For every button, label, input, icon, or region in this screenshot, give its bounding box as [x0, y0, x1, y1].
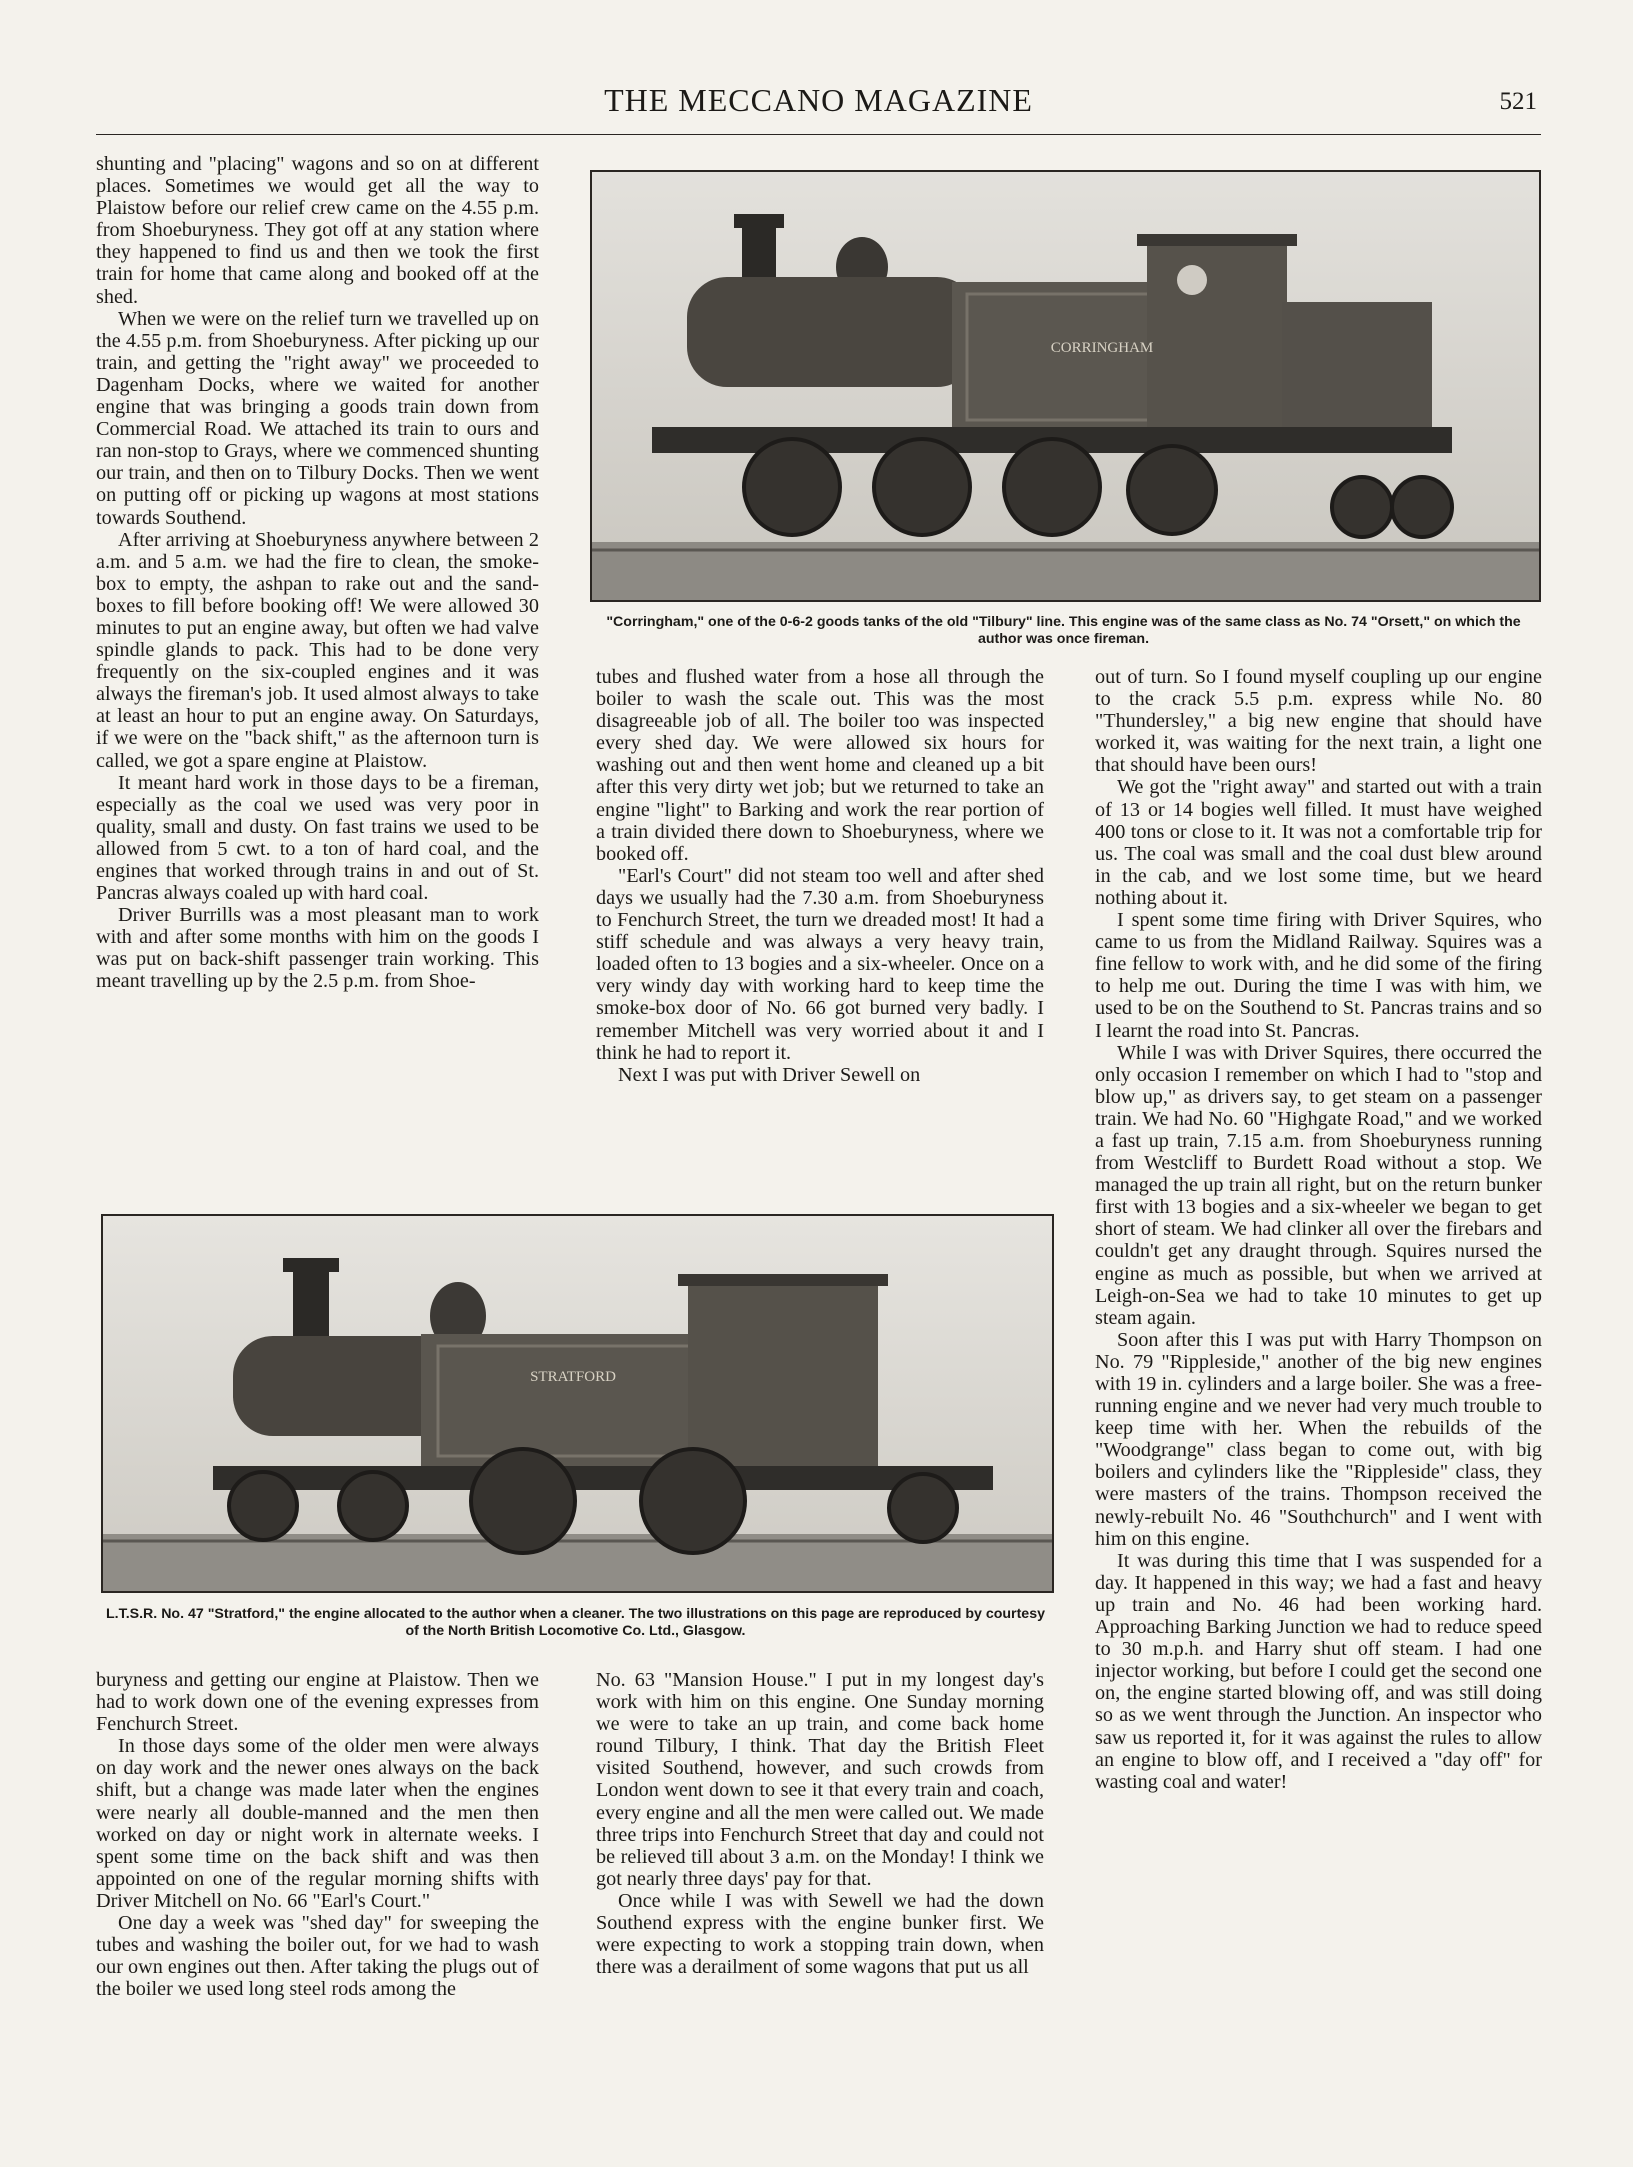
caption-corringham: "Corringham," one of the 0-6-2 goods tanks of the old "Tilbury" line. This engine was of the same class as No. 74 "Orsett," on which the author was once fireman.	[606, 614, 1521, 647]
corringham-nameplate: CORRINGHAM	[1050, 340, 1154, 356]
paragraph: When we were on the relief turn we travelled up on the 4.55 p.m. from Shoeburyness. After picking up our train, and getting the "right away" we proceeded to Dagenham Docks, where we waited for another engine that was bringing a goods train down from Commercial Road. We attached its train to ours and ran non-stop to Grays, where we commenced shunting our train, and then on to Tilbury Docks. Then we went on putting off or picking up wagons at most stations towards Southend.	[96, 307, 539, 529]
paragraph: Soon after this I was put with Harry Thompson on No. 79 "Rippleside," another of the big new engines with 19 in. cylinders and a large boiler. She was a free-running engine and we never had very much trouble to keep time with her. When the rebuilds of the "Woodgrange" class began to come out, with big boilers and cylinders like the "Rippleside" class, they were masters of the trains. Thompson received the newly-rebuilt No. 46 "Southchurch" and I went with him on this engine.	[1095, 1328, 1542, 1550]
stratford-nameplate: STRATFORD	[530, 1369, 616, 1385]
paragraph: We got the "right away" and started out with a train of 13 or 14 bogies well filled. It must have weighed 400 tons or close to it. It was not a comfortable trip for us. The coal was small and the coal dust blew around in the cab, and we lost some time, but we heard nothing about it.	[1095, 776, 1542, 909]
page-header	[96, 78, 1541, 135]
paragraph: After arriving at Shoeburyness anywhere between 2 a.m. and 5 a.m. we had the fire to clean, the smoke-box to empty, the ashpan to rake out and the sand-boxes to fill before booking off! We were allowed 30 minutes to put an engine away, but often we had valve spindle glands to pack. This had to be done very frequently on the six-coupled engines and it was always the fireman's job. It used almost always to take at least an hour to put an engine away. On Saturdays, if we were on the "back shift," as the afternoon turn is called, we got a spare engine at Plaistow.	[96, 528, 539, 772]
paragraph: While I was with Driver Squires, there occurred the only occasion I remember on which I had to "stop and blow up," as drivers say, to get steam on a passenger train. We had No. 60 "Highgate Road," and we worked a fast up train, 7.15 a.m. from Shoeburyness running from Westcliff to Burdett Road without a stop. We managed the up train all right, but on the return bunker first with 13 bogies and a six-wheeler we began to get short of steam. We had clinker all over the firebars and couldn't get any draught through. Squires nursed the engine as much as possible, but when we arrived at Leigh-on-Sea we had to take 10 minutes to get up steam again.	[1095, 1041, 1542, 1329]
paragraph: out of turn. So I found myself coupling up our engine to the crack 5.5 p.m. express while No. 80 "Thundersley," a big new engine that should have worked it, was waiting for the next train, a light one that should have been ours!	[1095, 666, 1542, 777]
stratford-illustration	[103, 1216, 1052, 1591]
magazine-title: THE MECCANO MAGAZINE	[604, 82, 1033, 118]
caption-stratford: L.T.S.R. No. 47 "Stratford," the engine allocated to the author when a cleaner. The two illustrations on this page are reproduced by courtesy of the North British Locomotive Co. Ltd., Glasgow.	[106, 1606, 1045, 1639]
column-middle-top	[596, 666, 1044, 1086]
corringham-illustration	[592, 172, 1539, 600]
column-right	[1095, 666, 1542, 1793]
page-number: 521	[1499, 88, 1537, 115]
paragraph: No. 63 "Mansion House." I put in my longest day's work with him on this engine. One Sunday morning we were to take an up train, and come back home round Tilbury, I think. That day the British Fleet visited Southend, however, and such crowds from London went down to see it that every train and coach, every engine and all the men were called out. We made three trips into Fenchurch Street that day and could not be relieved till about 3 a.m. on the Monday! I think we got nearly three days' pay for that.	[596, 1669, 1044, 1890]
paragraph: shunting and "placing" wagons and so on at different places. Sometimes we would get all the way to Plaistow before our relief crew came on the 4.55 p.m. from Shoeburyness. They got off at any station where they happened to find us and then we took the first train for home that came along and booked off at the shed.	[96, 153, 539, 308]
paragraph: buryness and getting our engine at Plaistow. Then we had to work down one of the evening expresses from Fenchurch Street.	[96, 1669, 539, 1736]
paragraph: It was during this time that I was suspended for a day. It happened in this way; we had a fast and heavy up train and No. 46 had been working hard. Approaching Barking Junction we had to reduce speed to 30 m.p.h. and Harry shut off steam. I had one injector working, but before I could get the second one on, the engine started blowing off, and was still doing so as we went through the Junction. An inspector who saw us reported it, for it was against the rules to allow an engine to blow off, and I received a "day off" for wasting coal and water!	[1095, 1549, 1542, 1793]
paragraph: Next I was put with Driver Sewell on	[618, 1063, 921, 1086]
column-left-bottom	[96, 1669, 539, 2000]
column-middle-bottom	[596, 1669, 1044, 1978]
paragraph: Once while I was with Sewell we had the down Southend express with the engine bunker first. We were expecting to work a stopping train down, when there was a derailment of some wagons that put us all	[596, 1889, 1044, 1979]
column-left-top	[96, 153, 539, 993]
paragraph: In those days some of the older men were always on day work and the newer ones always on the back shift, but a change was made later when the engines were nearly all double-manned and the men then worked on day or night work in alternate weeks. I spent some time on the back shift and was then appointed on one of the regular morning shifts with Driver Mitchell on No. 66 "Earl's Court."	[96, 1735, 539, 1912]
locomotive-photo-corringham	[590, 170, 1541, 602]
paragraph: It meant hard work in those days to be a fireman, especially as the coal we used was very poor in quality, small and dusty. On fast trains we used to be allowed from 5 cwt. to a ton of hard coal, and the engines that worked through trains in and out of St. Pancras always coaled up with hard coal.	[96, 771, 539, 905]
paragraph: "Earl's Court" did not steam too well and after shed days we usually had the 7.30 a.m. from Shoeburyness to Fenchurch Street, the turn we dreaded most! It had a stiff schedule and was always a very heavy train, loaded often to 13 bogies and a six-wheeler. Once on a very windy day with working hard to keep time the smoke-box door of No. 66 got burned very badly. I remember Mitchell was very worried about it and I think he had to report it.	[596, 864, 1044, 1064]
paragraph: Driver Burrills was a most pleasant man to work with and after some months with him on the goods I was put on back-shift passenger train working. This meant travelling up by the 2.5 p.m. from Shoe-	[96, 904, 539, 993]
paragraph: I spent some time firing with Driver Squires, who came to us from the Midland Railway. Squires was a fine fellow to work with, and he did some of the firing to help me out. During the time I was with him, we used to be on the Southend to St. Pancras trains and so I learnt the road into St. Pancras.	[1095, 909, 1542, 1042]
paragraph: One day a week was "shed day" for sweeping the tubes and washing the boiler out, for we had to wash our own engines out then. After taking the plugs out of the boiler we used long steel rods among the	[96, 1912, 539, 2001]
paragraph: tubes and flushed water from a hose all through the boiler to wash the scale out. This was the most disagreeable job of all. The boiler too was inspected every shed day. We were allowed six hours for washing out and then went home and cleaned up a bit after this very dirty wet job; but we returned to take an engine "light" to Barking and work the rear portion of a train divided there down to Shoeburyness, where we booked off.	[596, 666, 1044, 865]
locomotive-photo-stratford	[101, 1214, 1054, 1593]
